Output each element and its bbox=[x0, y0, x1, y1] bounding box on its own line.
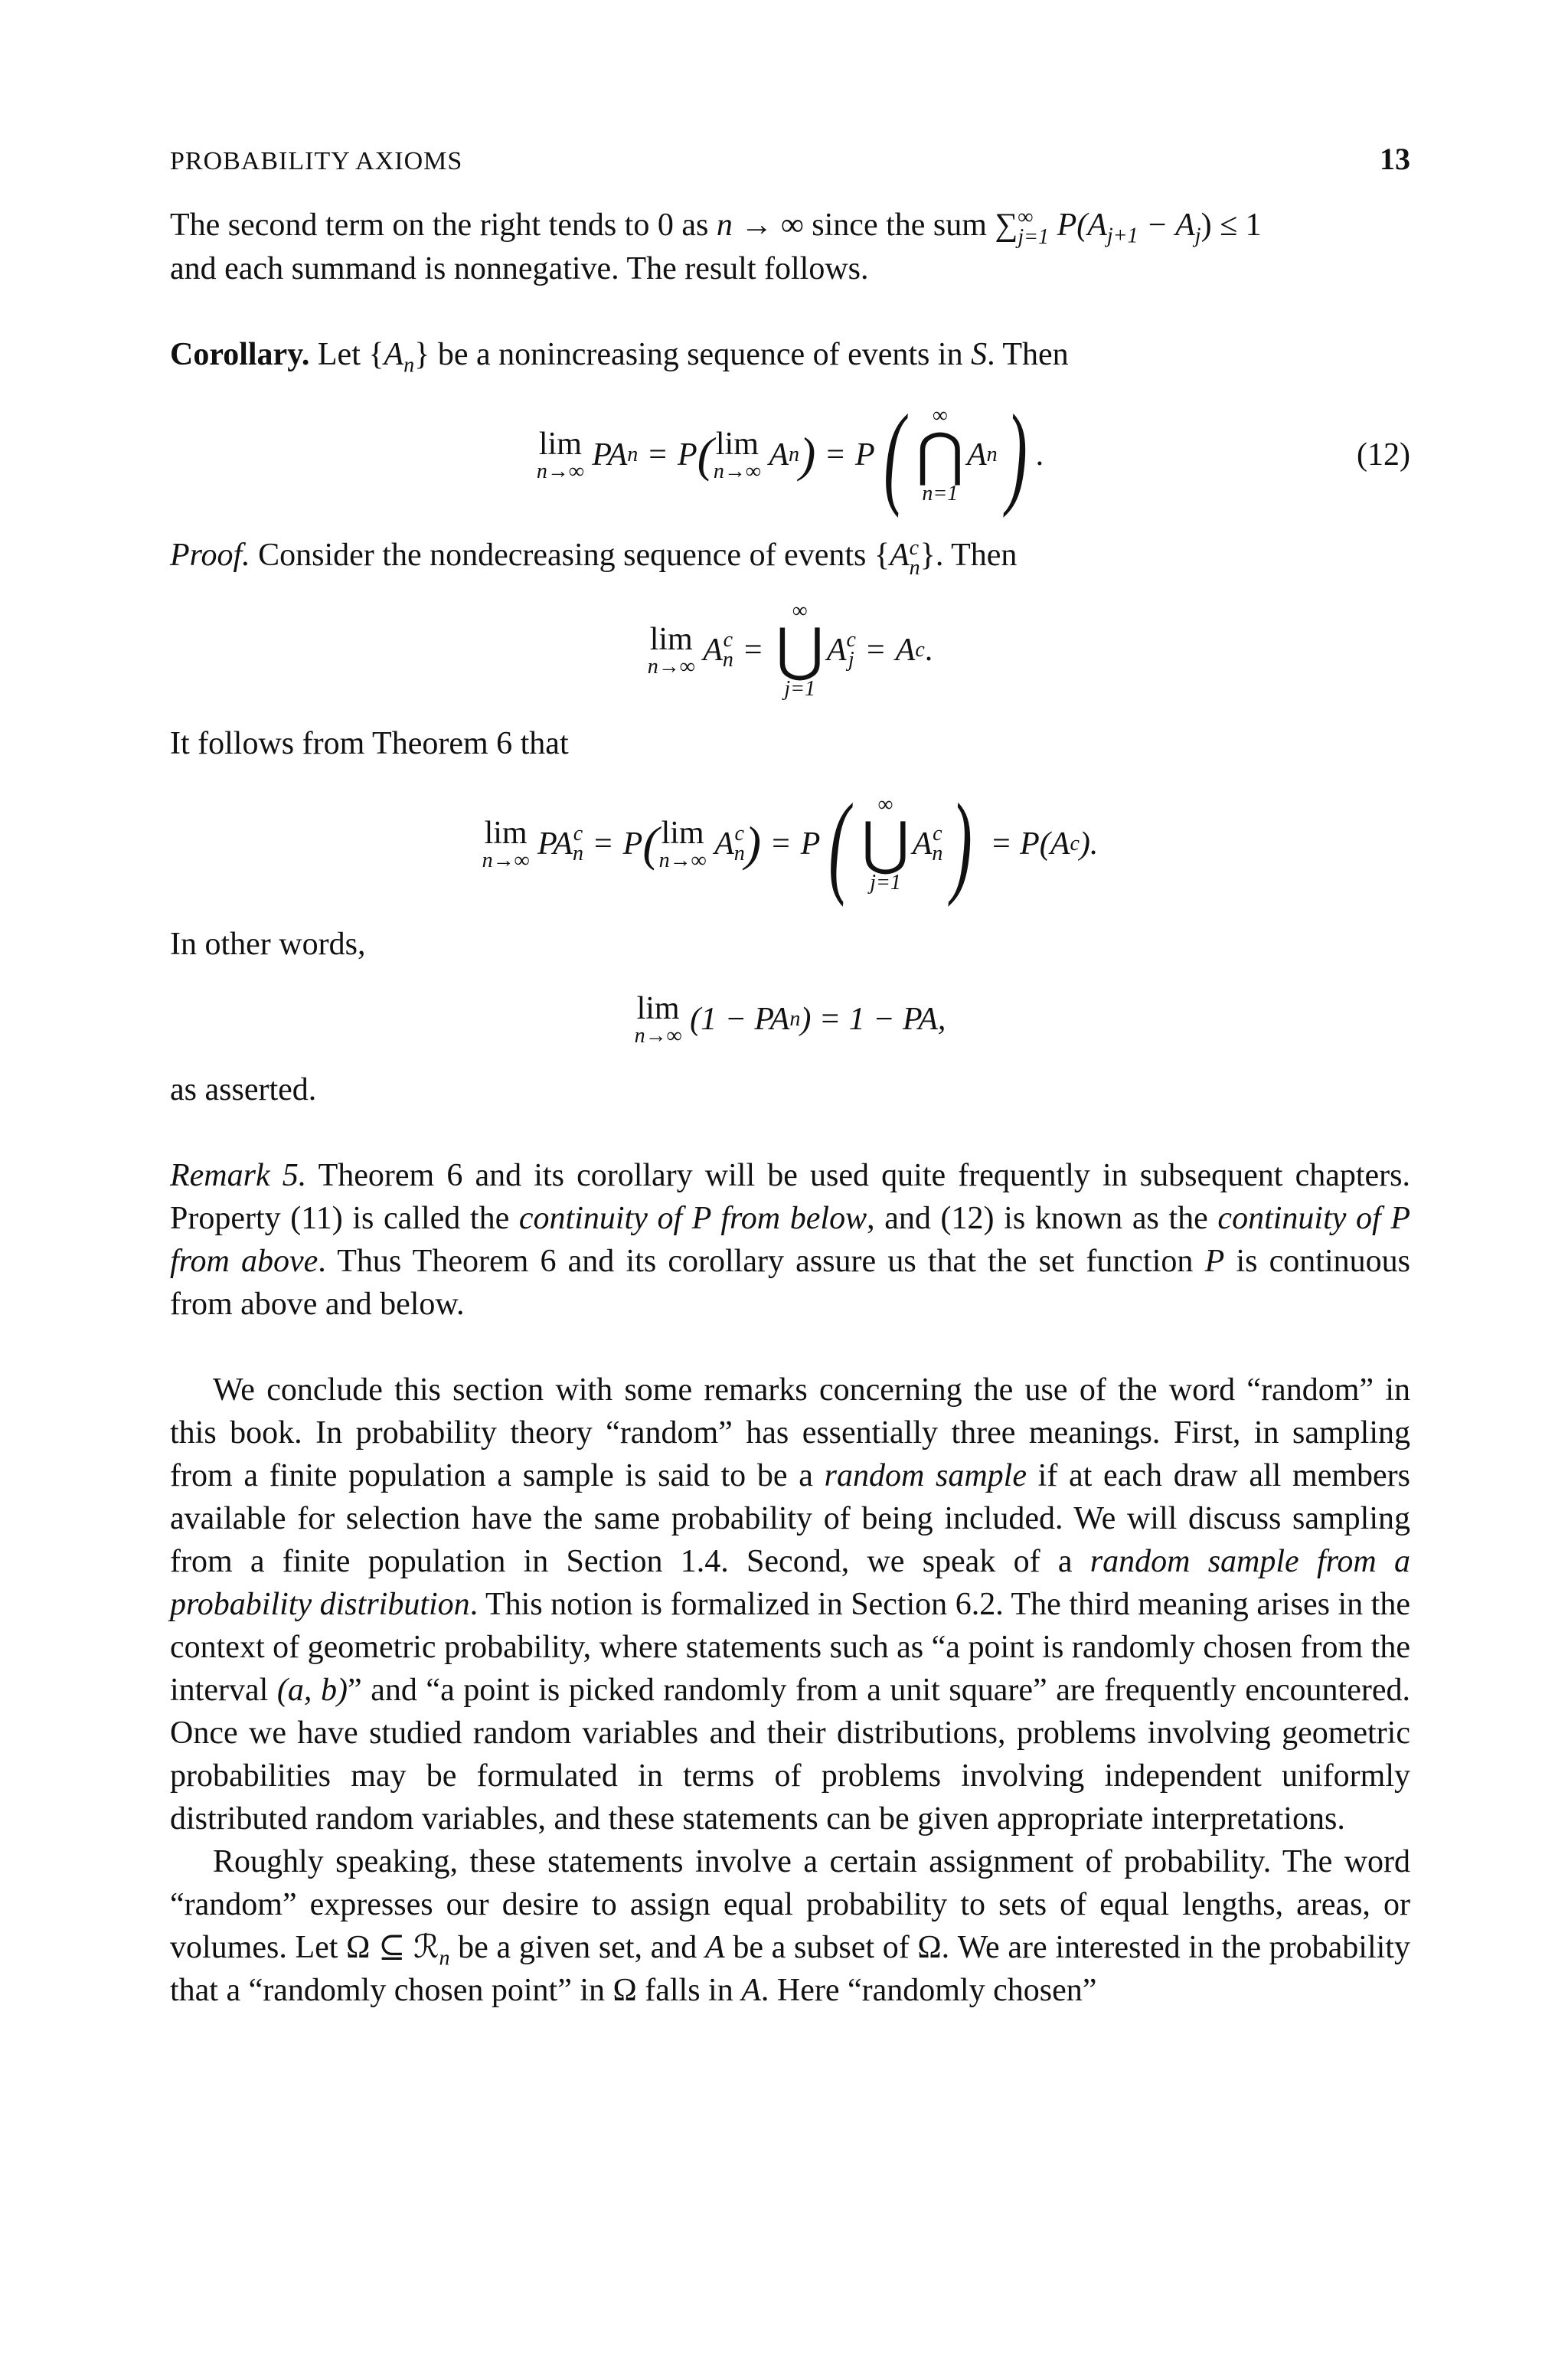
paragraph-assignment: Roughly speaking, these statements involve a certain assignment of probability. The word “random” expresses our desire to assign equal probability to sets of equal lengths, areas, or volumes. Let Ω ⊆ ℛ$_n$ be a given set, and A be a subset of Ω. We are interested in the probability that a “randomly chosen point” in Ω falls in A. Here “randomly chosen” bbox=[170, 1843, 1410, 2008]
paragraph-continuation: The second term on the right tends to 0 as n → ∞ since the sum ∑ ∞ j=1 $P(A_{j+1} - A_j) \le 1$ and each summand is nonnegative. The result follows. bbox=[170, 205, 1262, 287]
corollary-statement: Corollary. Let $\{A_n\}$ be a nonincreasing sequence of events in S. Then bbox=[170, 337, 1069, 378]
paragraph-asserted: as asserted. bbox=[170, 1071, 317, 1107]
proof-label: Proof. bbox=[170, 538, 250, 574]
equation-complement-limit: lim n→∞ A c n = ∞ ⋃ j=1 A c j = A c . bbox=[647, 598, 933, 701]
equation-prob-complement: lim n→∞ PA c n = P ( lim n→∞ A c n ) = P ( ∞ ⋃ j=1 A c n ) = P(A c ). bbox=[482, 780, 1099, 908]
paragraph-follows: It follows from Theorem 6 that bbox=[170, 725, 569, 761]
equation-12: lim n→∞ PA n = P ( lim n→∞ A n ) = P ( ∞ ⋂ n=1 A n ) . (12) bbox=[536, 391, 1410, 519]
book-page bbox=[170, 138, 1410, 2012]
sum-expression: $P(A_{j+1} - A_j$ bbox=[1057, 208, 1201, 248]
equation-one-minus: lim n→∞ (1 − PA n ) = 1 − PA, bbox=[634, 990, 946, 1048]
proof-statement: Proof. Consider the nondecreasing sequence of events {A c n }. Then bbox=[170, 535, 1018, 580]
paragraph-other-words: In other words, bbox=[170, 926, 366, 962]
remark-label: Remark 5. bbox=[170, 1157, 307, 1193]
paragraph-random-meanings: We conclude this section with some remarks concerning the use of the word “random” in this book. In probability theory “random” has essentially three meanings. First, in sampling from a finite population a sample is said to be a random sample if at each draw all members available for selection have the same probability of being included. We will discuss sampling from a finite population in Section 1.4. Second, we speak of a random sample from a probability distribution. This notion is formalized in Section 6.2. The third meaning arises in the context of geometric probability, where statements such as “a point is randomly chosen from the interval (a, b)” and “a point is picked randomly from a unit square” are frequently encountered. Once we have studied random variables and their distributions, problems involving geometric probabilities may be formulated in terms of problems involving independent uniformly distributed random variables, and these statements can be given appropriate interpretations. bbox=[170, 1372, 1411, 1837]
running-header bbox=[170, 138, 1410, 181]
remark-5: Remark 5. Theorem 6 and its corollary will be used quite frequently in subsequent chapters. Property (11) is called the continuity of P from below, and (12) is known as the continuity of P from above. Thus Theorem 6 and its corollary assure us that the set function P is continuous from above and below. bbox=[170, 1157, 1410, 1322]
chapter-section-title: PROBABILITY AXIOMS bbox=[170, 147, 463, 175]
corollary-label: Corollary. bbox=[170, 337, 310, 373]
sum-symbol: ∑ ∞ j=1 bbox=[995, 205, 1050, 250]
page-number: 13 bbox=[1380, 142, 1410, 176]
equation-number: (12) bbox=[1357, 437, 1410, 473]
